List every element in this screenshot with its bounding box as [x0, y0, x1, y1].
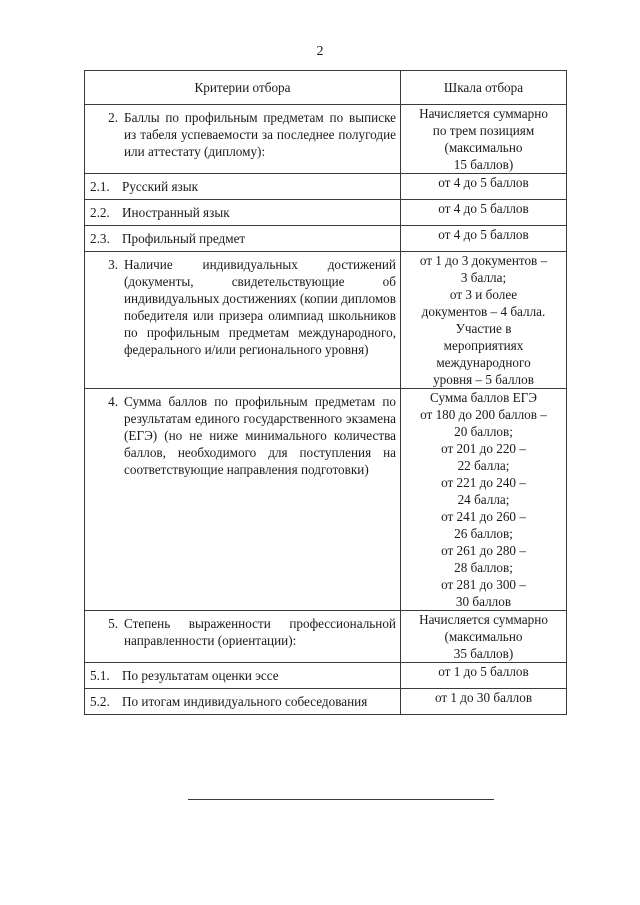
criteria-cell — [85, 105, 401, 174]
scale-line: 20 баллов; — [454, 424, 513, 439]
criteria-number: 2.2. — [90, 205, 110, 220]
criteria-cell — [85, 174, 401, 200]
scale-cell — [401, 611, 567, 663]
scale-line: от 1 до 30 баллов — [434, 690, 533, 705]
scale-line: от 221 до 240 – — [441, 475, 526, 490]
criteria-cell — [85, 252, 401, 389]
table-body — [85, 105, 567, 715]
scale-cell — [401, 252, 567, 389]
scale-column-header: Шкала отбора — [401, 71, 567, 105]
scale-line: от 281 до 300 – — [441, 577, 526, 592]
criteria-text: Профильный предмет — [122, 231, 246, 246]
scale-line: Сумма баллов ЕГЭ — [430, 390, 537, 405]
scale-line: 22 балла; — [457, 458, 510, 473]
criteria-text: Иностранный язык — [122, 205, 230, 220]
criteria-number: 3. — [108, 257, 118, 272]
criteria-cell — [85, 611, 401, 663]
table-header-row — [85, 71, 567, 105]
scale-line: 30 баллов — [455, 594, 512, 609]
scale-line: от 4 до 5 баллов — [438, 175, 529, 190]
criteria-number: 5.2. — [90, 694, 110, 709]
criteria-number: 4. — [108, 394, 118, 409]
table-row — [85, 105, 567, 174]
criteria-cell — [85, 226, 401, 252]
closing-rule — [188, 799, 494, 800]
scale-line: от 241 до 260 – — [441, 509, 526, 524]
criteria-text: Баллы по профильным предметам по выписке из табеля успеваемости за последнее полугодие или аттестату (диплому): — [124, 110, 396, 159]
criteria-cell — [85, 689, 401, 715]
scale-line: от 261 до 280 – — [441, 543, 526, 558]
scale-line: 35 баллов) — [453, 646, 514, 661]
criteria-text: Русский язык — [122, 179, 198, 194]
table-row — [85, 689, 567, 715]
criteria-number: 2.3. — [90, 231, 110, 246]
scale-cell — [401, 663, 567, 689]
table-row — [85, 252, 567, 389]
scale-line: мероприятиях — [443, 338, 524, 353]
scale-cell — [401, 105, 567, 174]
scale-cell — [401, 689, 567, 715]
criteria-cell — [85, 200, 401, 226]
scale-cell — [401, 389, 567, 611]
scale-line: уровня – 5 баллов — [433, 372, 534, 387]
scale-line: Начисляется суммарно — [419, 106, 548, 121]
scale-line: 15 баллов) — [453, 157, 514, 172]
scale-line: 3 балла; — [460, 270, 507, 285]
scale-cell — [401, 174, 567, 200]
scale-line: от 1 до 3 документов – — [419, 253, 548, 268]
scale-line: от 4 до 5 баллов — [438, 227, 529, 242]
criteria-number: 2.1. — [90, 179, 110, 194]
criteria-cell — [85, 389, 401, 611]
scale-line: 26 баллов; — [454, 526, 513, 541]
scale-line: (максимально — [444, 629, 523, 644]
criteria-column-header: Критерии отбора — [85, 71, 401, 105]
scale-line: по трем позициям — [432, 123, 535, 138]
table-row — [85, 663, 567, 689]
criteria-text: По результатам оценки эссе — [122, 668, 279, 683]
table-row — [85, 174, 567, 200]
scale-line: документов – 4 балла. — [421, 304, 546, 319]
page-number: 2 — [316, 44, 324, 59]
criteria-text: Степень выраженности профессиональной направленности (ориентации): — [124, 616, 396, 648]
table-row — [85, 200, 567, 226]
scale-line: от 1 до 5 баллов — [438, 664, 529, 679]
table-row — [85, 226, 567, 252]
criteria-number: 2. — [108, 110, 118, 125]
scale-line: международного — [436, 355, 531, 370]
criteria-number: 5.1. — [90, 668, 110, 683]
scale-line: (максимально — [444, 140, 523, 155]
scale-line: Начисляется суммарно — [419, 612, 548, 627]
criteria-cell — [85, 663, 401, 689]
scale-line: Участие в — [455, 321, 512, 336]
criteria-text: Сумма баллов по профильным предметам по результатам единого государственного экзамена (ЕГЭ) (но не ниже минимального количества баллов, необходимого для поступления на соответствующие направления подготовки) — [124, 394, 396, 477]
scale-line: 24 балла; — [457, 492, 510, 507]
scale-line: от 4 до 5 баллов — [438, 201, 529, 216]
scale-cell — [401, 226, 567, 252]
scale-line: от 201 до 220 – — [441, 441, 526, 456]
scale-cell — [401, 200, 567, 226]
scale-line: от 3 и более — [449, 287, 518, 302]
table-row — [85, 611, 567, 663]
scale-line: от 180 до 200 баллов – — [420, 407, 547, 422]
selection-criteria-table — [84, 70, 567, 715]
criteria-text: По итогам индивидуального собеседования — [122, 694, 368, 709]
table-row — [85, 389, 567, 611]
criteria-text: Наличие индивидуальных достижений (документы, свидетельствующие об индивидуальных достижениях (копии дипломов победителя или призера олимпиад школьников по профильным предметам международного, федерального и/или регионального уровня) — [124, 257, 396, 357]
criteria-number: 5. — [108, 616, 118, 631]
scale-line: 28 баллов; — [454, 560, 513, 575]
